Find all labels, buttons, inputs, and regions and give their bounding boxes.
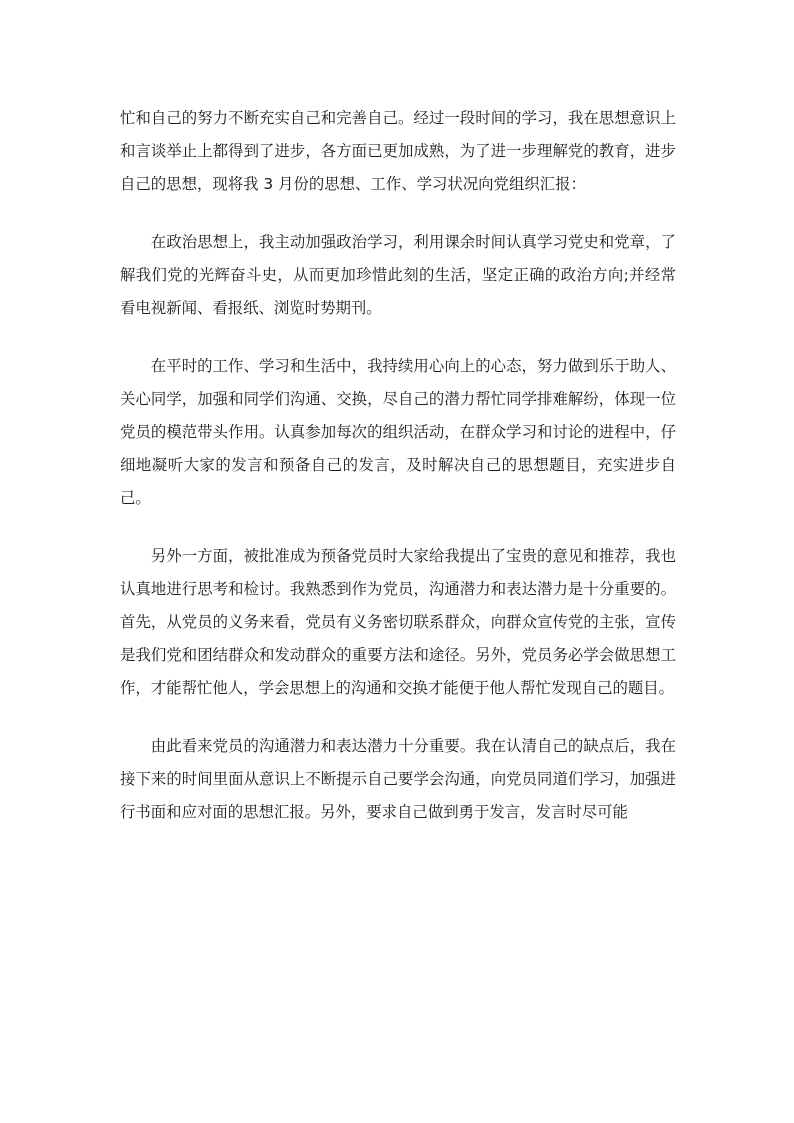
paragraph-communication: 由此看来党员的沟通潜力和表达潜力十分重要。我在认清自己的缺点后，我在接下来的时间里面从意识上不断提示自己要学会沟通，向党员同道们学习，加强进行书面和应对面的思想汇报。另外，要求自己做到勇于发言，发言时尽可能 (120, 737, 676, 821)
paragraph-continuation: 忙和自己的努力不断充实自己和完善自己。经过一段时间的学习，我在思想意识上和言谈举止上都得到了进步，各方面已更加成熟，为了进一步理解党的教育，进步自己的思想，现将我 3 月份的思想、工作、学习状况向党组织汇报： (120, 109, 676, 193)
paragraph-work-study-life: 在平时的工作、学习和生活中，我持续用心向上的心态，努力做到乐于助人、关心同学，加强和同学们沟通、交换，尽自己的潜力帮忙同学排难解纷，体现一位党员的模范带头作用。认真参加每次的组织活动，在群众学习和讨论的进程中，仔细地凝听大家的发言和预备自己的发言，及时解决自己的思想题目，充实进步自己。 (120, 357, 676, 507)
paragraph-political-thought: 在政治思想上，我主动加强政治学习，利用课余时间认真学习党史和党章，了解我们党的光辉奋斗史，从而更加珍惜此刻的生活，坚定正确的政治方向;并经常看电视新闻、看报纸、浏览时势期刊。 (120, 233, 676, 317)
document-page (120, 102, 676, 829)
paragraph-self-reflection: 另外一方面，被批准成为预备党员时大家给我提出了宝贵的意见和推荐，我也认真地进行思考和检讨。我熟悉到作为党员，沟通潜力和表达潜力是十分重要的。首先，从党员的义务来看，党员有义务密切联系群众，向群众宣传党的主张，宣传是我们党和团结群众和发动群众的重要方法和途径。另外，党员务必学会做思想工作，才能帮忙他人，学会思想上的沟通和交换才能便于他人帮忙发现自己的题目。 (120, 547, 676, 697)
